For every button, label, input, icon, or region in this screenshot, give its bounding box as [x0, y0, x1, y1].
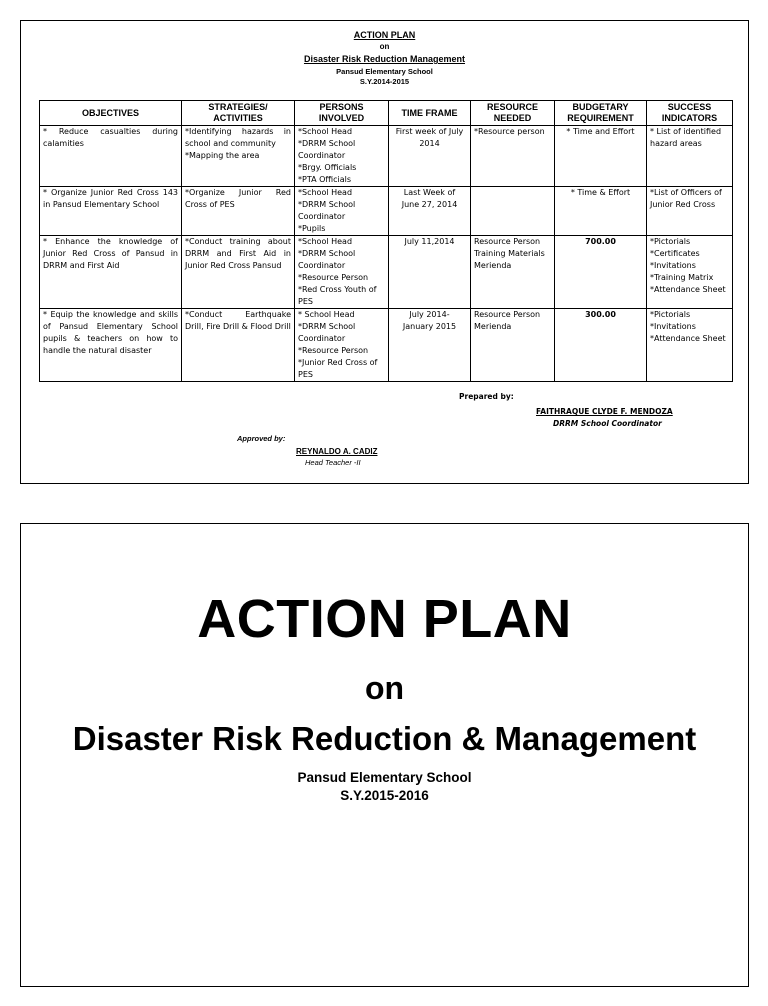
cell-line: *DRRM School Coordinator — [298, 322, 356, 343]
cell-line: *Red Cross Youth of PES — [298, 285, 377, 306]
cell-line: *DRRM School Coordinator — [298, 200, 356, 221]
resources-cell — [471, 309, 555, 382]
cell-line: * School Head — [298, 310, 355, 319]
column-header-text: OBJECTIVES — [81, 107, 139, 118]
table-row — [40, 187, 733, 236]
column-header-text: NEEDED — [493, 113, 532, 123]
indicators-cell — [647, 309, 733, 382]
objective-cell: * Enhance the knowledge of Junior Red Cross of Pansud in DRRM and First Aid — [40, 236, 182, 309]
cover-connector: on — [364, 670, 405, 706]
cell-line: July 2014- — [409, 310, 450, 319]
budget-cell: * Time and Effort — [555, 126, 647, 187]
table-row — [40, 126, 733, 187]
objective-cell: * Organize Junior Red Cross 143 in Pansud Elementary School — [40, 187, 182, 236]
resources-cell — [471, 187, 555, 236]
cell-line: *Organize Junior Red Cross of PES — [185, 188, 291, 209]
cell-line: *Conduct Earthquake Drill, Fire Drill & Flood Drill — [185, 310, 291, 331]
cell-line: *PTA Officials — [298, 175, 352, 184]
cell-line: *Mapping the area — [185, 151, 260, 160]
cell-line: Merienda — [474, 261, 512, 270]
cell-line: *List of Officers of Junior Red Cross — [650, 188, 722, 209]
cell-line: Resource Person — [474, 310, 541, 319]
cell-line: * List of identified hazard areas — [650, 127, 722, 148]
cell-line: Resource Person — [474, 237, 541, 246]
time-frame-cell — [389, 236, 471, 309]
cover-subtitle: Disaster Risk Reduction & Management — [72, 720, 697, 757]
approved-by-name: REYNALDO A. CADIZ — [296, 447, 378, 456]
column-header — [555, 101, 647, 126]
persons-cell — [295, 236, 389, 309]
strategies-cell — [182, 126, 295, 187]
approved-by-position: Head Teacher -II — [305, 458, 361, 467]
approved-by-label: Approved by: — [237, 434, 286, 443]
objective-cell: * Reduce casualties during calamities — [40, 126, 182, 187]
persons-cell — [295, 126, 389, 187]
column-header-text: PERSONS — [319, 102, 364, 112]
cell-line: *DRRM School Coordinator — [298, 139, 356, 160]
cell-line: *School Head — [298, 127, 353, 136]
action-plan-table — [39, 100, 733, 382]
table-row — [40, 309, 733, 382]
document-page-2 — [20, 523, 749, 987]
column-header — [647, 101, 733, 126]
budget-cell: 300.00 — [555, 309, 647, 382]
page-subtitle: Disaster Risk Reduction Management — [303, 54, 466, 64]
indicators-cell — [647, 187, 733, 236]
column-header-text: INDICATORS — [661, 113, 718, 123]
column-header-text: TIME FRAME — [401, 107, 458, 118]
cell-line: *Training Matrix — [650, 273, 714, 282]
strategies-cell — [182, 309, 295, 382]
resources-cell — [471, 126, 555, 187]
column-header-text: SUCCESS — [667, 102, 712, 112]
column-header — [40, 101, 182, 126]
cover-school-year: S.Y.2015-2016 — [340, 788, 429, 803]
document-page-1 — [20, 20, 749, 484]
indicators-cell — [647, 126, 733, 187]
cell-line: *Resource Person — [298, 273, 369, 282]
cell-line: Merienda — [474, 322, 512, 331]
cell-line: *Pictorials — [650, 310, 691, 319]
time-frame-cell — [389, 126, 471, 187]
time-frame-cell — [389, 309, 471, 382]
cell-line: *Pictorials — [650, 237, 691, 246]
cell-line: *Conduct training about DRRM and First Aid in Junior Red Cross Pansud — [185, 237, 291, 270]
strategies-cell — [182, 236, 295, 309]
title-connector: on — [379, 42, 390, 51]
cell-line: *DRRM School Coordinator — [298, 249, 356, 270]
prepared-by-label: Prepared by: — [459, 392, 514, 401]
column-header — [471, 101, 555, 126]
cell-line: July 11,2014 — [404, 237, 455, 246]
column-header — [182, 101, 295, 126]
resources-cell — [471, 236, 555, 309]
cell-line: *Resource person — [474, 127, 545, 136]
column-header-text: INVOLVED — [318, 113, 365, 123]
persons-cell — [295, 187, 389, 236]
column-header-text: REQUIREMENT — [567, 113, 634, 123]
cell-line: *Attendance Sheet — [650, 334, 726, 343]
column-header-text: ACTIVITIES — [213, 113, 263, 123]
cell-line: *Invitations — [650, 261, 696, 270]
cell-line: *Certificates — [650, 249, 700, 258]
column-header — [389, 101, 471, 126]
cell-line: *Invitations — [650, 322, 696, 331]
cell-line: *Identifying hazards in school and community — [185, 127, 291, 148]
table-header-row — [40, 101, 733, 126]
cell-line: *Attendance Sheet — [650, 285, 726, 294]
cell-line: *Pupils — [298, 224, 326, 233]
indicators-cell — [647, 236, 733, 309]
cell-line: *Junior Red Cross of PES — [298, 358, 378, 379]
budget-cell: * Time & Effort — [555, 187, 647, 236]
budget-cell: 700.00 — [555, 236, 647, 309]
cell-line: January 2015 — [402, 322, 457, 331]
time-frame-cell — [389, 187, 471, 236]
strategies-cell — [182, 187, 295, 236]
cell-line: First week of July — [395, 127, 464, 136]
table-row — [40, 236, 733, 309]
column-header — [295, 101, 389, 126]
cell-line: Last Week of — [403, 188, 456, 197]
prepared-by-position: DRRM School Coordinator — [553, 419, 662, 428]
column-header-text: STRATEGIES/ — [208, 102, 268, 112]
column-header-text: RESOURCE — [486, 102, 538, 112]
cell-line: 2014 — [419, 139, 440, 148]
cell-line: *Resource Person — [298, 346, 369, 355]
cell-line: *Brgy. Officials — [298, 163, 357, 172]
cell-line: *School Head — [298, 237, 353, 246]
cell-line: Training Materials — [474, 249, 545, 258]
persons-cell — [295, 309, 389, 382]
column-header-text: BUDGETARY — [572, 102, 629, 112]
page-title: ACTION PLAN — [353, 30, 416, 40]
cell-line: June 27, 2014 — [401, 200, 458, 209]
prepared-by-name: FAITHRAQUE CLYDE F. MENDOZA — [536, 407, 673, 416]
cell-line: *School Head — [298, 188, 353, 197]
cover-school-name: Pansud Elementary School — [297, 770, 472, 785]
school-name: Pansud Elementary School — [336, 67, 433, 76]
objective-cell: * Equip the knowledge and skills of Pansud Elementary School pupils & teachers on how to handle the natural disaster — [40, 309, 182, 382]
cover-title: ACTION PLAN — [197, 589, 572, 649]
school-year: S.Y.2014-2015 — [359, 77, 410, 86]
